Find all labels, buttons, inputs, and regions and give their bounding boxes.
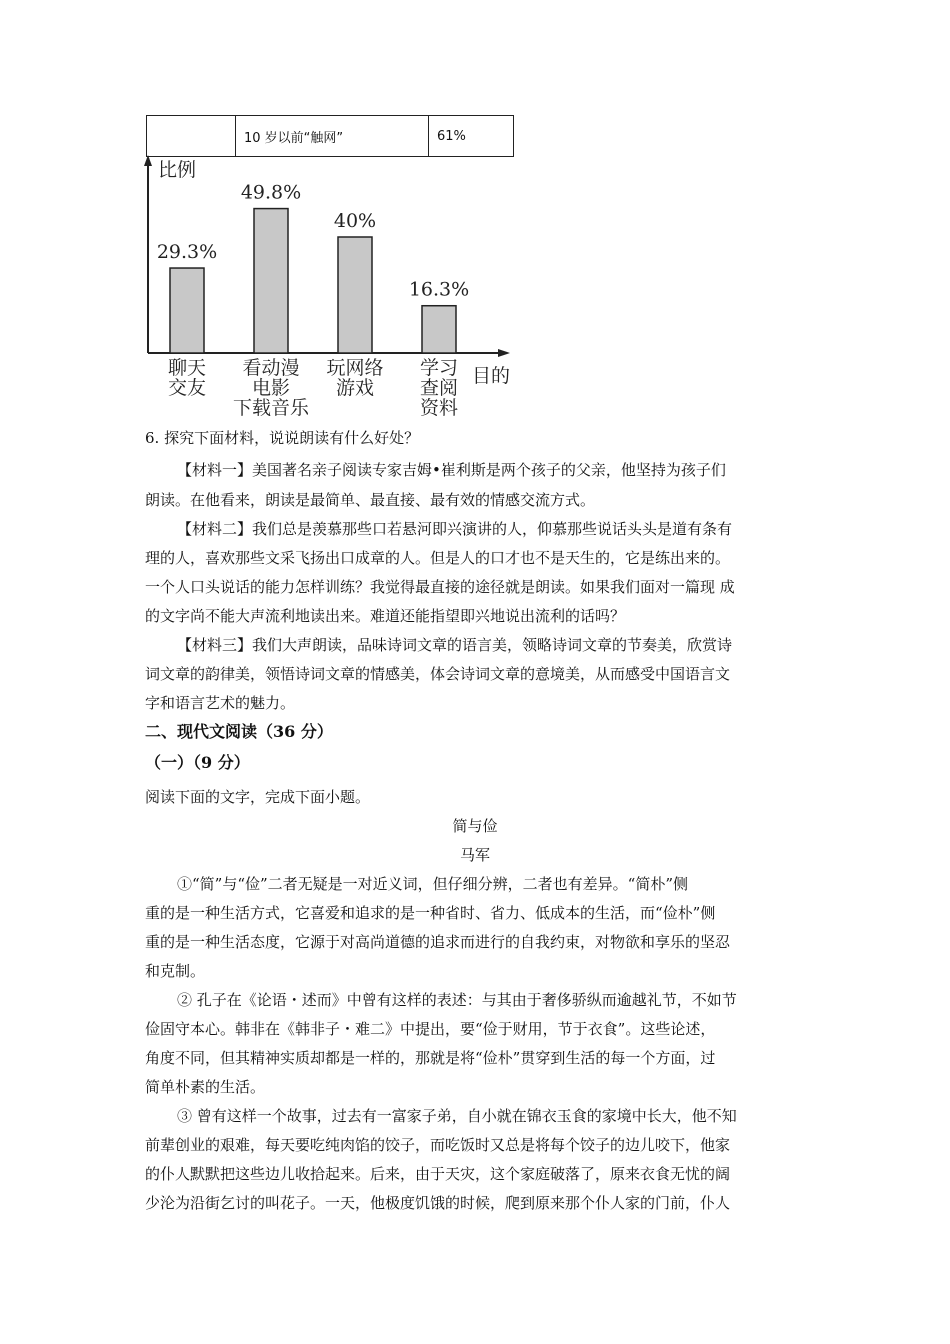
category-label: 查阅 (419, 377, 459, 399)
article-paragraph-3-line: 少沦为沿街乞讨的叫花子。一天，他极度饥饿的时候，爬到原来那个仆人家的门前，仆人 (145, 1194, 731, 1212)
material-1-line: 【材料一】美国著名亲子阅读专家吉姆•崔利斯是两个孩子的父亲，他坚持为孩子们 (177, 461, 726, 479)
material-2-line: 理的人，喜欢那些文采飞扬出口成章的人。但是人的口才也不是天生的，它是练出来的。 (145, 549, 731, 567)
article-paragraph-3-line: 的仆人默默把这些边儿收拾起来。后来，由于天灾，这个家庭破落了，原来衣食无忧的阔 (145, 1165, 731, 1183)
material-1-line: 朗读。在他看来，朗读是最简单、最直接、最有效的情感交流方式。 (145, 491, 596, 509)
category-label: 聊天 (167, 357, 207, 379)
article-author: 马军 (459, 846, 490, 864)
bar (422, 306, 456, 353)
bar-value-label: 29.3% (156, 241, 218, 264)
category-label: 玩网络 (326, 357, 384, 379)
material-3-line: 词文章的韵律美，领悟诗词文章的情感美，体会诗词文章的意境美，从而感受中国语言文 (145, 665, 731, 683)
article-paragraph-2-line: 俭固守本心。韩非在《韩非子・难二》中提出，要“俭于财用，节于衣食”。这些论述， (145, 1020, 716, 1038)
y-axis-arrow (144, 155, 152, 166)
section-2-subtitle: （一）（9 分） (145, 753, 250, 772)
category-label: 看动漫 (242, 357, 300, 379)
category-label: 下载音乐 (232, 397, 310, 419)
table-cell-value: 61% (429, 116, 514, 157)
category-label: 学习 (419, 357, 459, 379)
x-axis-arrow (498, 349, 510, 357)
bar (170, 268, 204, 353)
material-3-line: 【材料三】我们大声朗读，品味诗词文章的语言美，领略诗词文章的节奏美，欣赏诗 (177, 636, 733, 654)
article-paragraph-2-line: ② 孔子在《论语・述而》中曾有这样的表述：与其由于奢侈骄纵而逾越礼节，不如节 (177, 991, 737, 1009)
material-2-line: 一个人口头说话的能力怎样训练？我觉得最直接的途径就是朗读。如果我们面对一篇现 成 (145, 578, 735, 596)
article-title: 简与俭 (452, 817, 498, 835)
section-2-instruction: 阅读下面的文字，完成下面小题。 (145, 788, 371, 806)
bar (338, 237, 372, 353)
bar-value-label: 16.3% (408, 278, 470, 301)
material-2-line: 【材料二】我们总是羡慕那些口若悬河即兴演讲的人，仰慕那些说话头头是道有条有 (177, 520, 733, 538)
article-paragraph-2-line: 角度不同，但其精神实质却都是一样的，那就是将“俭朴”贯穿到生活的每一个方面，过 (145, 1049, 716, 1067)
section-2-title: 二、现代文阅读（36 分） (145, 722, 333, 741)
bar (254, 209, 288, 353)
category-label: 资料 (419, 397, 459, 419)
bar-chart (140, 150, 530, 420)
question-6-title: 6. 探究下面材料，说说朗读有什么好处？ (145, 429, 420, 447)
article-paragraph-3-line: 前辈创业的艰难，每天要吃纯肉馅的饺子，而吃饭时又总是将每个饺子的边儿咬下，他家 (145, 1136, 731, 1154)
article-paragraph-1-line: 和克制。 (145, 962, 206, 980)
y-axis-label: 比例 (158, 159, 197, 181)
category-label: 交友 (167, 377, 207, 399)
article-paragraph-2-line: 简单朴素的生活。 (145, 1078, 266, 1096)
bar-value-label: 40% (333, 210, 377, 232)
article-paragraph-1-line: ①“简”与“俭”二者无疑是一对近义词，但仔细分辨，二者也有差异。“简朴”侧 (177, 875, 689, 893)
article-paragraph-3-line: ③ 曾有这样一个故事，过去有一富家子弟，自小就在锦衣玉食的家境中长大，他不知 (177, 1107, 737, 1125)
table-cell-item: 10 岁以前“触网” (236, 116, 429, 157)
material-3-line: 字和语言艺术的魅力。 (145, 694, 296, 712)
material-2-line: 的文字尚不能大声流利地读出来。难道还能指望即兴地说出流利的话吗？ (145, 607, 626, 625)
category-label: 电影 (251, 377, 291, 399)
article-paragraph-1-line: 重的是一种生活方式，它喜爱和追求的是一种省时、省力、低成本的生活，而“俭朴”侧 (145, 904, 716, 922)
x-axis-label: 目的 (472, 365, 511, 387)
category-label: 游戏 (335, 377, 375, 399)
bar-value-label: 49.8% (240, 181, 302, 204)
article-paragraph-1-line: 重的是一种生活态度，它源于对高尚道德的追求而进行的自我约束，对物欲和享乐的坚忍 (145, 933, 731, 951)
